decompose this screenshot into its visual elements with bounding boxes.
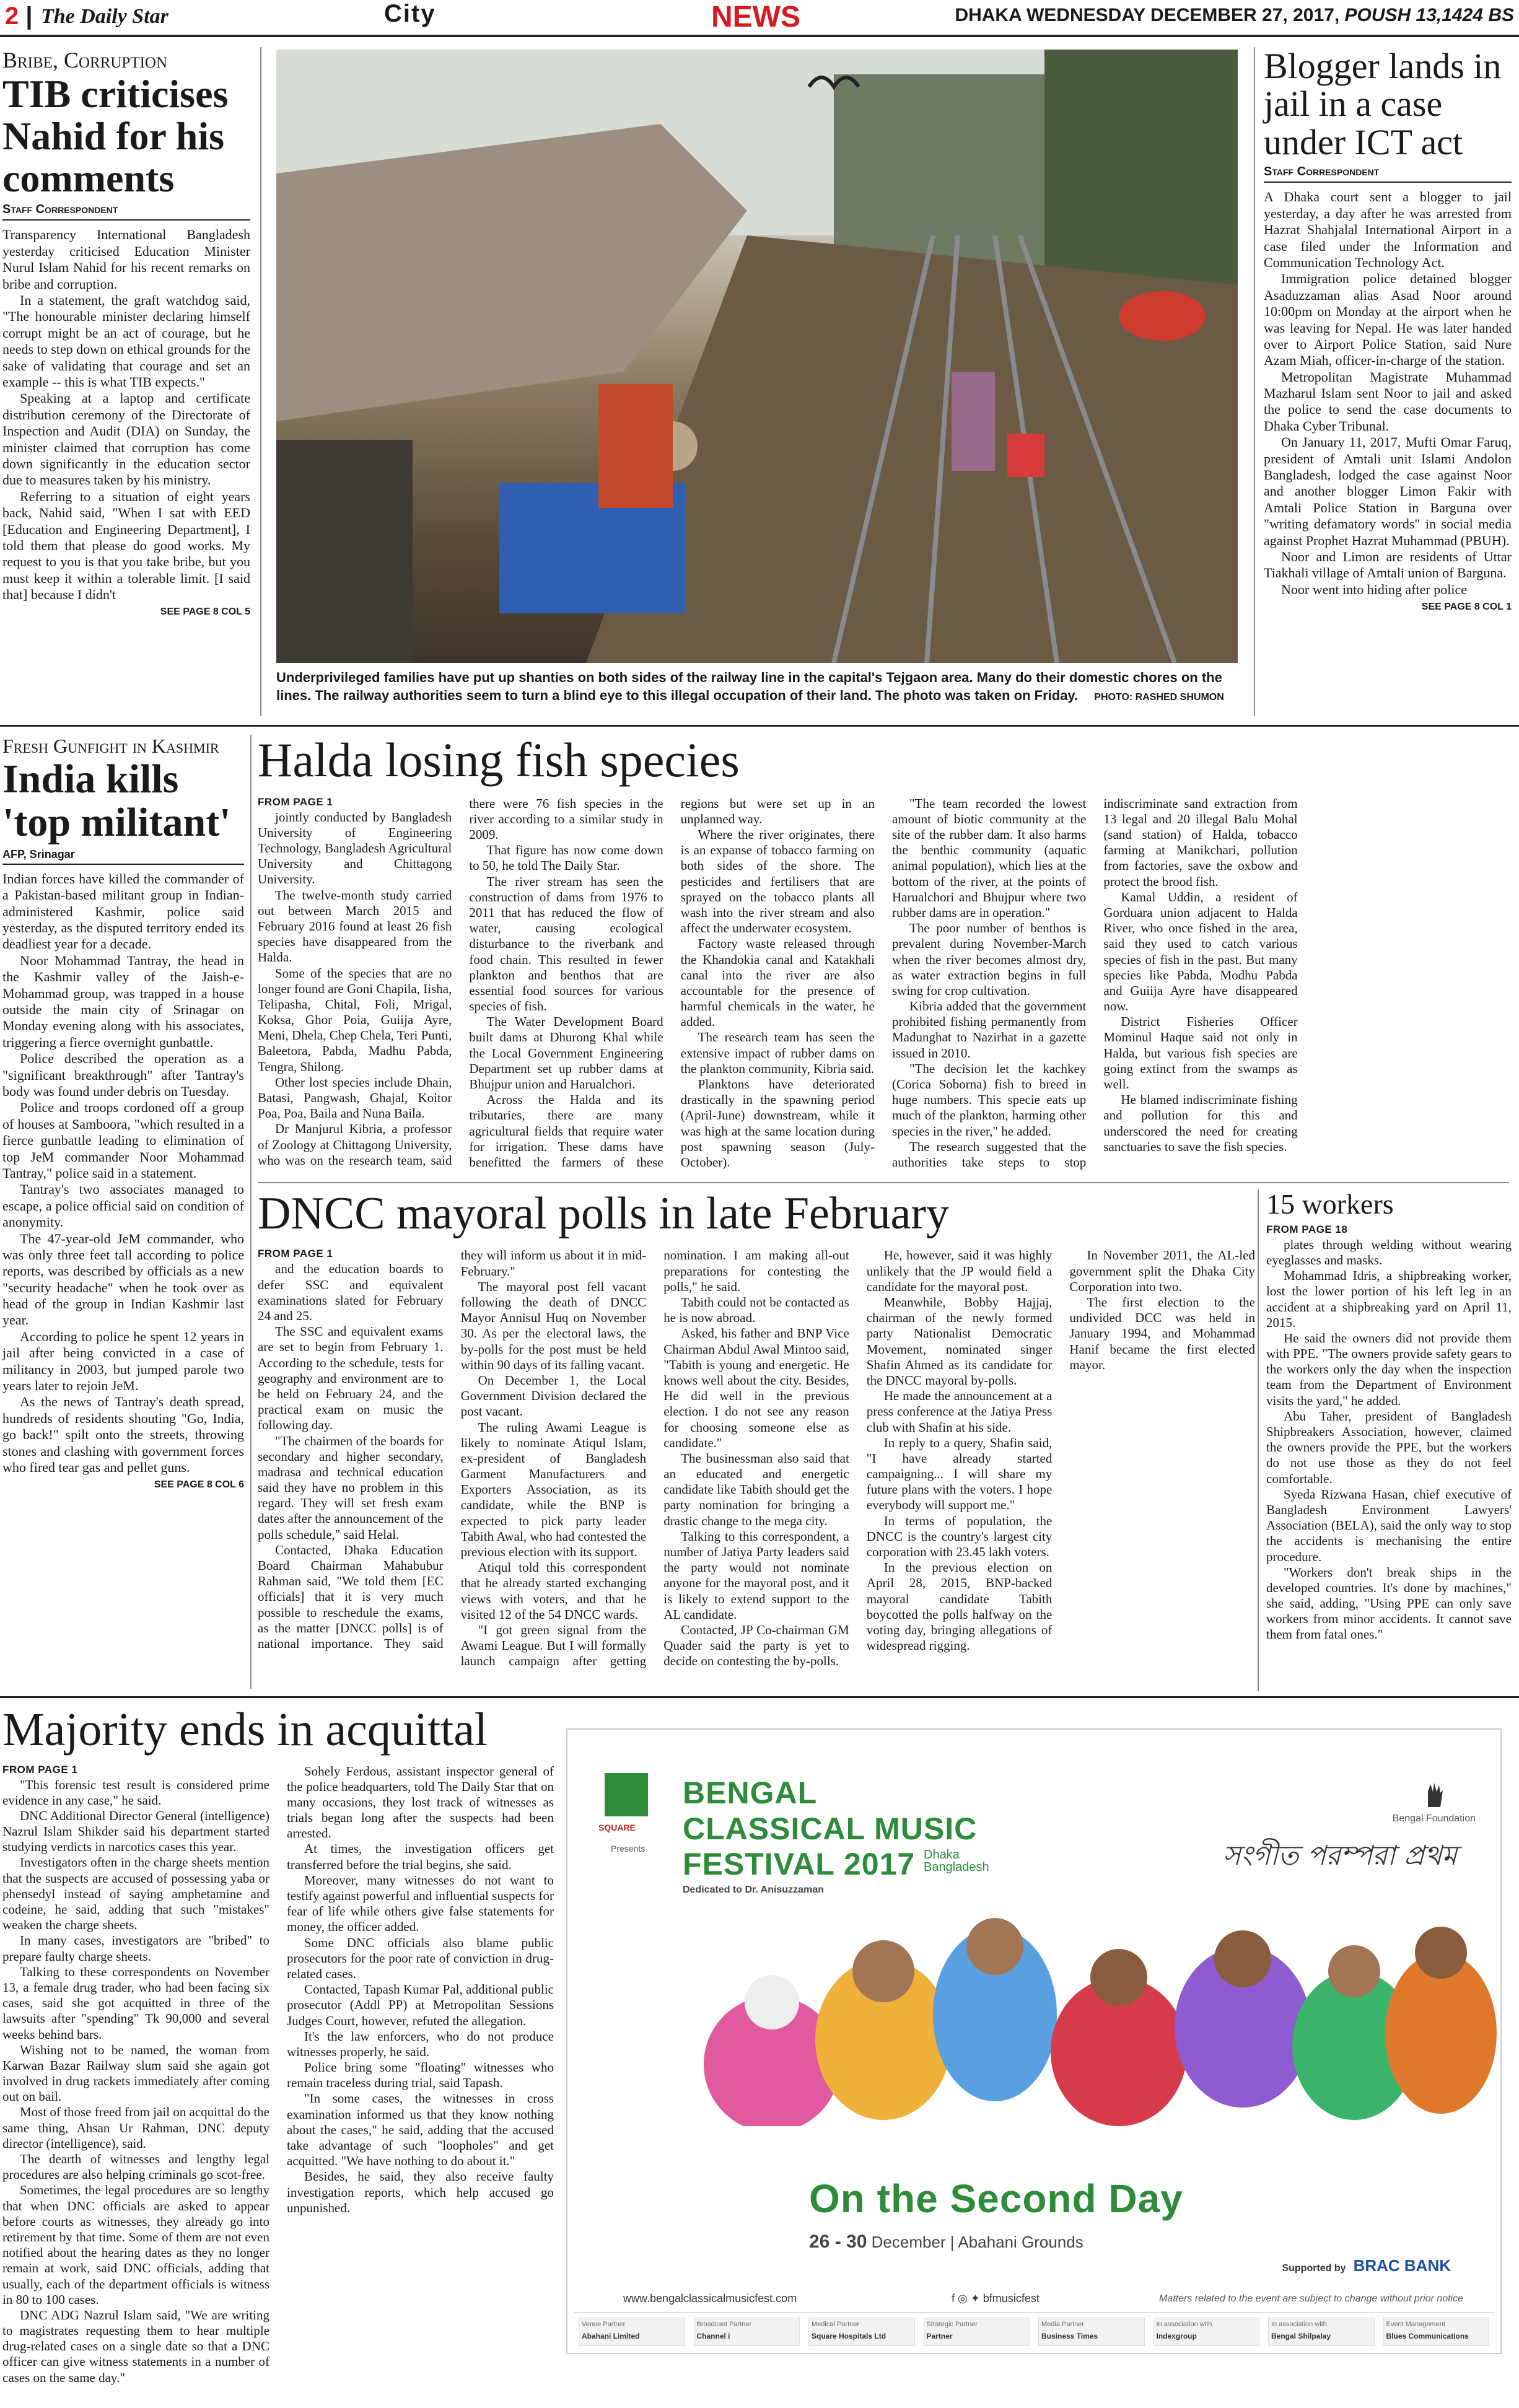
- section-divider: [0, 1696, 1519, 1698]
- dedication: Dedicated to Dr. Anisuzzaman: [683, 1885, 824, 1895]
- section-divider: [258, 1182, 1509, 1183]
- bangla-title: সংগীত পরম্পরা প্রথম: [1222, 1840, 1457, 1872]
- story-headline: Halda losing fish species: [258, 733, 740, 787]
- festival-tagline: On the Second Day: [809, 2176, 1183, 2221]
- partner-logo: Broadcast Partner Channel i: [694, 2318, 800, 2346]
- square-logo-icon: [605, 1773, 648, 1816]
- story-headline: DNCC mayoral polls in late February: [258, 1188, 949, 1239]
- festival-website[interactable]: www.bengalclassicalmusicfest.com: [623, 2292, 797, 2305]
- partner-logo: Media Partner Business Times: [1038, 2318, 1145, 2346]
- story-body: A Dhaka court sent a blogger to jail yesterday, a day after he was arrested from Hazrat Shahjalal International Airport in a case filed under the Information and Communication Technology Act. Immigration police detained blogger Asaduzzaman alias Asad Noor around 10:00pm on Monday at the airport when he was leaving for Nepal. He was later handed over to Airport Police Station, said Nure Azam Miah, officer-in-charge of the station. Metropolitan Magistrate Muhammad Mazharul Islam sent Noor to jail and asked the police to send the case documents to Dhaka Cyber Tribunal. On January 11, 2017, Mufti Omar Faruq, president of Amtali unit Islami Andolon Bangladesh, lodged the case against Noor and another blogger Limon Fakir with Amtali Police Station in Barguna over "writing defamatory words" in social media against Prophet Hazrat Muhammad (PBUH). Noor and Limon are residents of Uttar Tiakhali village of Amtali union of Barguna. Noor went into hiding after police: [1264, 189, 1512, 597]
- artists-collage: [698, 1903, 1497, 2126]
- story-headline: Blogger lands in jail in a case under ICT act: [1264, 46, 1502, 162]
- news-label: NEWS: [711, 1, 800, 33]
- railway-shanty-photo: [276, 50, 1238, 663]
- from-page-label: FROM PAGE 1: [258, 1248, 333, 1260]
- story-byline: Staff Correspondent: [1264, 165, 1512, 183]
- story-tib: [2, 47, 250, 618]
- partner-logo: Medical Partner Square Hospitals Ltd: [808, 2318, 915, 2346]
- from-page-label: FROM PAGE 1: [2, 1763, 78, 1775]
- festival-dates: 26 - 30 December | Abahani Grounds: [809, 2231, 1083, 2252]
- story-body: FROM PAGE 18 plates through welding without wearing eyeglasses and masks. Mohammad Idris, a shipbreaking worker, lost the lower portion of his left leg in an accident at a shipbreaking yard on April 11, 2015. He said the owners did not provide them with PPE. "The owners provide safety gears to the workers only the day when the inspection team from the Department of Environment visits the yard," he added. Abu Taher, president of Bangladesh Shipbreakers Association, however, claimed the owners provide the PPE, but the workers do not use those as they do not feel comfortable. Syeda Rizwana Hasan, chief executive of Bangladesh Environment Lawyers' Association (BELA), said the only way to stop the accidents is mechanising the entire procedure. "Workers don't break ships in the developed countries. It's done by machines," she said, adding, "Using PPE can only save workers from minor accidents. It cannot save them from fatal ones.": [1266, 1223, 1512, 1642]
- story-acquittal: [2, 1705, 554, 2389]
- social-icons: f ◎ ✦: [952, 2292, 983, 2305]
- continued-reference: SEE PAGE 8 COL 1: [1421, 602, 1512, 613]
- continued-reference: SEE PAGE 8 COL 6: [154, 1479, 244, 1491]
- partner-logo: Venue Partner Abahani Limited: [579, 2318, 685, 2346]
- story-byline: Staff Correspondent: [2, 203, 250, 221]
- story-kicker: Fresh Gunfight in Kashmir: [2, 735, 219, 757]
- story-workers: [1266, 1189, 1512, 1643]
- story-halda: [258, 735, 1509, 1180]
- folio-bar: [0, 0, 1519, 37]
- column-rule: [260, 47, 261, 716]
- supporter: Supported by BRAC BANK: [1282, 2256, 1451, 2275]
- festival-title: BENGAL CLASSICAL MUSIC FESTIVAL 2017: [683, 1775, 978, 1881]
- story-body: FROM PAGE 1 jointly conducted by Bangladesh University of Engineering Technology, Bangladesh Agricultural University and Chittagong University. The twelve-month study carried out between March 2015 and February 2016 found at least 26 fish species have disappeared from the Halda. Some of the species that are no longer found are Goni Chapila, Iisha, Telipasha, Chital, Foli, Mrigal, Koksa, Ghor Poia, Guiija Ayre, Meni, Dhela, Chep Chela, Teri Punti, Baleetora, Pabda, Madhu Pabda, Tengra, Shilong. Other lost species include Dhain, Batasi, Pangwash, Ghajal, Koitor Poa, Poa, Baila and Nuna Baila. Dr Manjurul Kibria, a professor of Zoology at Chittagong University, who was on the research team, said there were 76 fish species in the river according to a similar study in 2009. That figure has now come down to 50, he told The Daily Star. The river stream has seen the construction of dams from 1976 to 2011 that has reduced the flow of water, causing ecological disturbance to the riverbank and food chain. This resulted in fewer plankton and benthos that are essential food sources for various species of fish. The Water Development Board built dams at Dhurong Khal while the Local Government Engineering Department set up rubber dams at Bhujpur union and Harualchori. Across the Halda and its tributaries, there are many agricultural fields that require water for irrigation. These dams have benefitted the farmers of these regions but were set up in an unplanned way. Where the river originates, there is an expanse of tobacco farming on both sides of the shore. The pesticides and fertilisers that are sprayed on the tobacco plants all wash into the river stream and also affect the underwater ecosystem. Factory waste released through the Khandokia canal and Katakhali canal into the river are also accountable for the presence of harmful chemicals in the water, he added. The research team has seen the extensive impact of rubber dams on the plankton community, Kibria said. Planktons have deteriorated drastically in the spawning period (April-June) downstream, while it was high at the same location during post spawning season (July-October). "The team recorded the lowest amount of biotic community at the site of the rubber dam. It also harms the benthic community (aquatic animal population), which lies at the bottom of the river, at the points of Harualchori and Bhujpur where two rubber dams are in operation." The poor number of benthos is prevalent during November-March when the river becomes almost dry, as water extraction begins in full swing for crop cultivation. Kibria added that the government prohibited fishing permanently from Madunghat to Nazirhat in a gazette issued in 2010. "The decision let the kachkey (Corica Soborna) fish to breed in huge numbers. This specie eats up much of the plankton, harming other species in the river," he added. The research suggested that the authorities take steps to stop indiscriminate sand extraction from 13 legal and 20 illegal Balu Mohal (sand station) of Halda, tobacco farming at Manikchari, pollution from factories, save the oxbow and protect the brood fish. Kamal Uddin, a resident of Gorduara union adjacent to Halda River, who once fished in the area, said they used to catch various species of fish in the past. But many species like Pabda, Modhu Pabda and Guiija Ayre have disappeared now. District Fisheries Officer Mominul Haque said not only in Halda, but various fish species are going extinct from the swamps as well. He blamed indiscriminate fishing and pollution for this and underscored the need for creating sanctuaries to save the fish species.: [258, 795, 1298, 1170]
- partner-logo: Event Management Blues Communications: [1383, 2318, 1490, 2346]
- story-headline: India kills 'top militant': [2, 756, 231, 845]
- story-byline: AFP, Srinagar: [2, 848, 244, 865]
- story-body: Indian forces have killed the commander of a Pakistan-based militant group in Indian-administered Kashmir, police said yesterday, as the disputed territory ended its deadliest year for a decade. Noor Mohammad Tantray, the head in the Kashmir valley of the Jaish-e-Mohammad group, was trapped in a house outside the main city of Srinagar on Monday evening along with his associates, triggering a fierce overnight gunbattle. Police described the operation as a "significant breakthrough" after Tantray's body was found under debris on Tuesday. Police and troops cordoned off a group of houses at Samboora, "which resulted in a fierce gunbattle leading to elimination of top JeM commander Noor Mohammad Tantray," police said in a statement. Tantray's two associates managed to escape, a police official said on condition of anonymity. The 47-year-old JeM commander, who was only three feet tall according to police reports, was described by officials as a new "security headache" when he took over as head of the group in Indian Kashmir last year. According to police he spent 12 years in jail after being convicted in a case of militancy in 2003, but jumped parole two years later to rejoin JeM. As the news of Tantray's death spread, hundreds of residents shouting "Go, India, go back!" spilt onto the streets, throwing stones and clashing with government forces who fired tear gas and pellet guns.: [2, 870, 244, 1475]
- story-body: FROM PAGE 1 "This forensic test result is considered prime evidence in any case," he said. DNC Additional Director General (intelligence) Nazrul Islam Shikder said his department started studying verdicts in narcotics cases this year. Investigators often in the charge sheets mention that the suspects are accused of possessing yaba or phensedyl instead of saying amphetamine and codeine, he said, adding that such "mistakes" weaken the charge sheets. In many cases, investigators are "bribed" to prepare faulty charge sheets. Talking to these correspondents on November 13, a female drug trader, who had been facing six cases, said she got acquitted in three of the lawsuits after "spending" Tk 90,000 and several weeks behind bars. Wishing not to be named, the woman from Karwan Bazar Railway slum said she again got involved in drug rackets immediately after coming out on bail. Most of those freed from jail on acquittal do the same thing, Ahsan Ur Rahman, DNC deputy director (intelligence), said. The dearth of witnesses and lengthy legal procedures are also helping criminals go scot-free. Sometimes, the legal procedures are so lengthy that when DNC officials are asked to appear before courts as witnesses, they already go into retirement by that time. Some of them are not even notified about the hearing dates as they no longer remain at work, said DNC officials, adding that usually, each of the department officials is witness in 80 to 100 cases. DNC ADG Nazrul Islam said, "We are writing to magistrates requesting them to hear multiple drug-related cases on a single date so that a DNC officer can give witness statements in a number of cases on the same day." Sohely Ferdous, assistant inspector general of the police headquarters, told The Daily Star that on many occasions, they lost track of witnesses as trials began long after the suspects had been arrested. At times, the investigation officers get transferred before the trial begins, she said. Moreover, many witnesses do not want to testify against powerful and influential suspects for fear of life while others give false statements for money, the officer added. Some DNC officials also blame public prosecutors for the poor rate of conviction in drug-related cases. Contacted, Tapash Kumar Pal, additional public prosecutor (Addl PP) at Metropolitan Sessions Judges Court, however, refuted the allegation. It's the law enforcers, who do not produce witnesses properly, he said. Police bring some "floating" witnesses who remain traceless during trial, said Tapash. "In some cases, the witnesses in cross examination informed us that they know nothing about the cases," he said, adding that the accused take advantage of such "loopholes" and get acquitted. "We have nothing to do about it." Besides, he said, they also receive faulty investigation reports, which help accused go unpunished.: [2, 1763, 554, 2385]
- photo-caption: Underprivileged families have put up shanties on both sides of the railway line in the capital's Tejgaon area. Many do their domestic chores on the lines. The railway authorities seem to turn a blind eye to this illegal occupation of their land. The photo was taken on Friday. PHOTO: RASHED SHUMON: [276, 670, 1224, 703]
- story-headline: TIB criticises Nahid for his comments: [2, 72, 229, 200]
- story-dncc: [258, 1189, 1255, 1675]
- section-label: City: [384, 0, 436, 27]
- section-divider: [0, 725, 1519, 727]
- presents-label: Presents: [611, 1844, 646, 1854]
- music-festival-ad[interactable]: [566, 1728, 1502, 2354]
- story-kicker: Bribe, Corruption: [2, 48, 168, 72]
- photo-credit: PHOTO: RASHED SHUMON: [1094, 691, 1224, 703]
- festival-location: Dhaka Bangladesh: [924, 1848, 989, 1874]
- page-number: 2 |: [5, 2, 33, 30]
- partner-logo: Strategic Partner Partner: [924, 2318, 1030, 2346]
- partner-strip: [574, 2312, 1494, 2352]
- dateline: DHAKA WEDNESDAY DECEMBER 27, 2017, POUSH 13,1424 BS: [955, 5, 1514, 25]
- story-body: FROM PAGE 1 and the education boards to defer SSC and equivalent examinations slated for February 24 and 25. The SSC and equivalent exams are set to begin from February 1. According to the schedule, tests for geography and environment are to be held on February 24, and the practical exam on music the following day. "The chairmen of the boards for secondary and higher secondary, madrasa and technical education said they have no problem in this regard. They will set fresh exam dates after the announcement of the polls schedule," said Helal. Contacted, Dhaka Education Board Chairman Mahabubur Rahman said, "We told them [EC officials] that it is very much possible to reschedule the exams, as the matter [DNCC polls] is of national importance. They said they will inform us about it in mid-February." The mayoral post fell vacant following the death of DNCC Mayor Annisul Huq on November 30. As per the electoral laws, the by-polls for the post must be held within 90 days of its falling vacant. On December 1, the Local Government Division declared the post vacant. The ruling Awami League is likely to nominate Atiqul Islam, ex-president of Bangladesh Garment Manufacturers and Exporters Association, as its candidate, while the BNP is expected to pick party leader Tabith Awal, who had contested the previous election with its support. Atiqul told this correspondent that he already started exchanging views with voters, and that he visited 12 of the 54 DNCC wards. "I got green signal from the Awami League. But I will formally launch campaign after getting nomination. I am making all-out preparations for contesting the polls," he said. Tabith could not be contacted as he is now abroad. Asked, his father and BNP Vice Chairman Abdul Awal Mintoo said, "Tabith is young and energetic. He knows well about the city. Besides, He did well in the previous election. I do not see any reason for choosing someone else as candidate." The businessman also said that an educated and energetic candidate like Tabith should get the party nomination for bringing a drastic change to the mega city. Talking to this correspondent, a number of Jatiya Party leaders said the party would not nominate anyone for the mayoral post, and it is likely to extend support to the AL candidate. Contacted, JP Co-chairman GM Quader said the party is yet to decide on contesting the by-polls. He, however, said it was highly unlikely that the JP would field a candidate for the mayoral post. Meanwhile, Bobby Hajjaj, chairman of the newly formed party Nationalist Democratic Movement, nominated singer Shafin Ahmed as its candidate for the DNCC mayoral by-polls. He made the announcement at a press conference at the Jatiya Press club with Shafin at his side. In reply to a query, Shafin said, "I have already started campaigning... I will share my future plans with the voters. I hope everybody will support me." In terms of population, the DNCC is the country's largest city corporation with 23.45 lakh voters. In the previous election on April 28, 2015, BNP-backed mayoral candidate Tabith boycotted the polls halfway on the voting day, bringing allegations of widespread rigging. In November 2011, the AL-led government split the Dhaka City Corporation into two. The first election to the undivided DCC was held in January 1994, and Mohammad Hanif became the first elected mayor.: [258, 1248, 1255, 1669]
- partner-logo: In association with Bengal Shilpalay: [1268, 2318, 1375, 2346]
- hand-icon: [1422, 1779, 1447, 1810]
- from-page-label: FROM PAGE 1: [258, 795, 333, 808]
- bengal-foundation-logo: Bengal Foundation: [1393, 1779, 1476, 1824]
- from-page-label: FROM PAGE 18: [1266, 1223, 1348, 1235]
- story-kashmir: [2, 735, 244, 1491]
- continued-reference: SEE PAGE 8 COL 5: [160, 606, 250, 618]
- paper-logo: The Daily Star: [41, 5, 169, 28]
- column-rule: [250, 735, 252, 1689]
- column-rule: [1258, 1189, 1259, 1691]
- story-headline: 15 workers: [1266, 1188, 1394, 1220]
- story-body: Transparency International Bangladesh yesterday criticised Education Minister Nurul Islam Nahid for his recent remarks on bribe and corruption. In a statement, the graft watchdog said, "The honourable minister declaring himself corrupt might be an act of courage, but he needs to step down on ethical grounds for the sake of validating that courage and set an example -- this is what TIB expects." Speaking at a laptop and certificate distribution ceremony of the Directorate of Inspection and Audit (DIA) on Sunday, the minister claimed that corruption has come down significantly in the education sector due to measures taken by his ministry. Referring to a situation of eight years back, Nahid said, "When I sat with EED [Education and Engineering Department], I told them that please do good works. My request to you is that you take bribe, but you must keep it within a tolerable limit. [I said that] because I didn't: [2, 227, 250, 603]
- story-headline: Majority ends in acquittal: [2, 1704, 488, 1756]
- story-blogger: [1264, 47, 1512, 613]
- sponsor-name: SQUARE: [598, 1823, 636, 1832]
- terms-note: Matters related to the event are subject to change without prior notice: [1159, 2293, 1463, 2304]
- partner-logo: In association with Indexgroup: [1153, 2318, 1260, 2346]
- social-handle[interactable]: f ◎ ✦ bfmusicfest: [952, 2292, 1040, 2305]
- column-rule: [1254, 47, 1255, 716]
